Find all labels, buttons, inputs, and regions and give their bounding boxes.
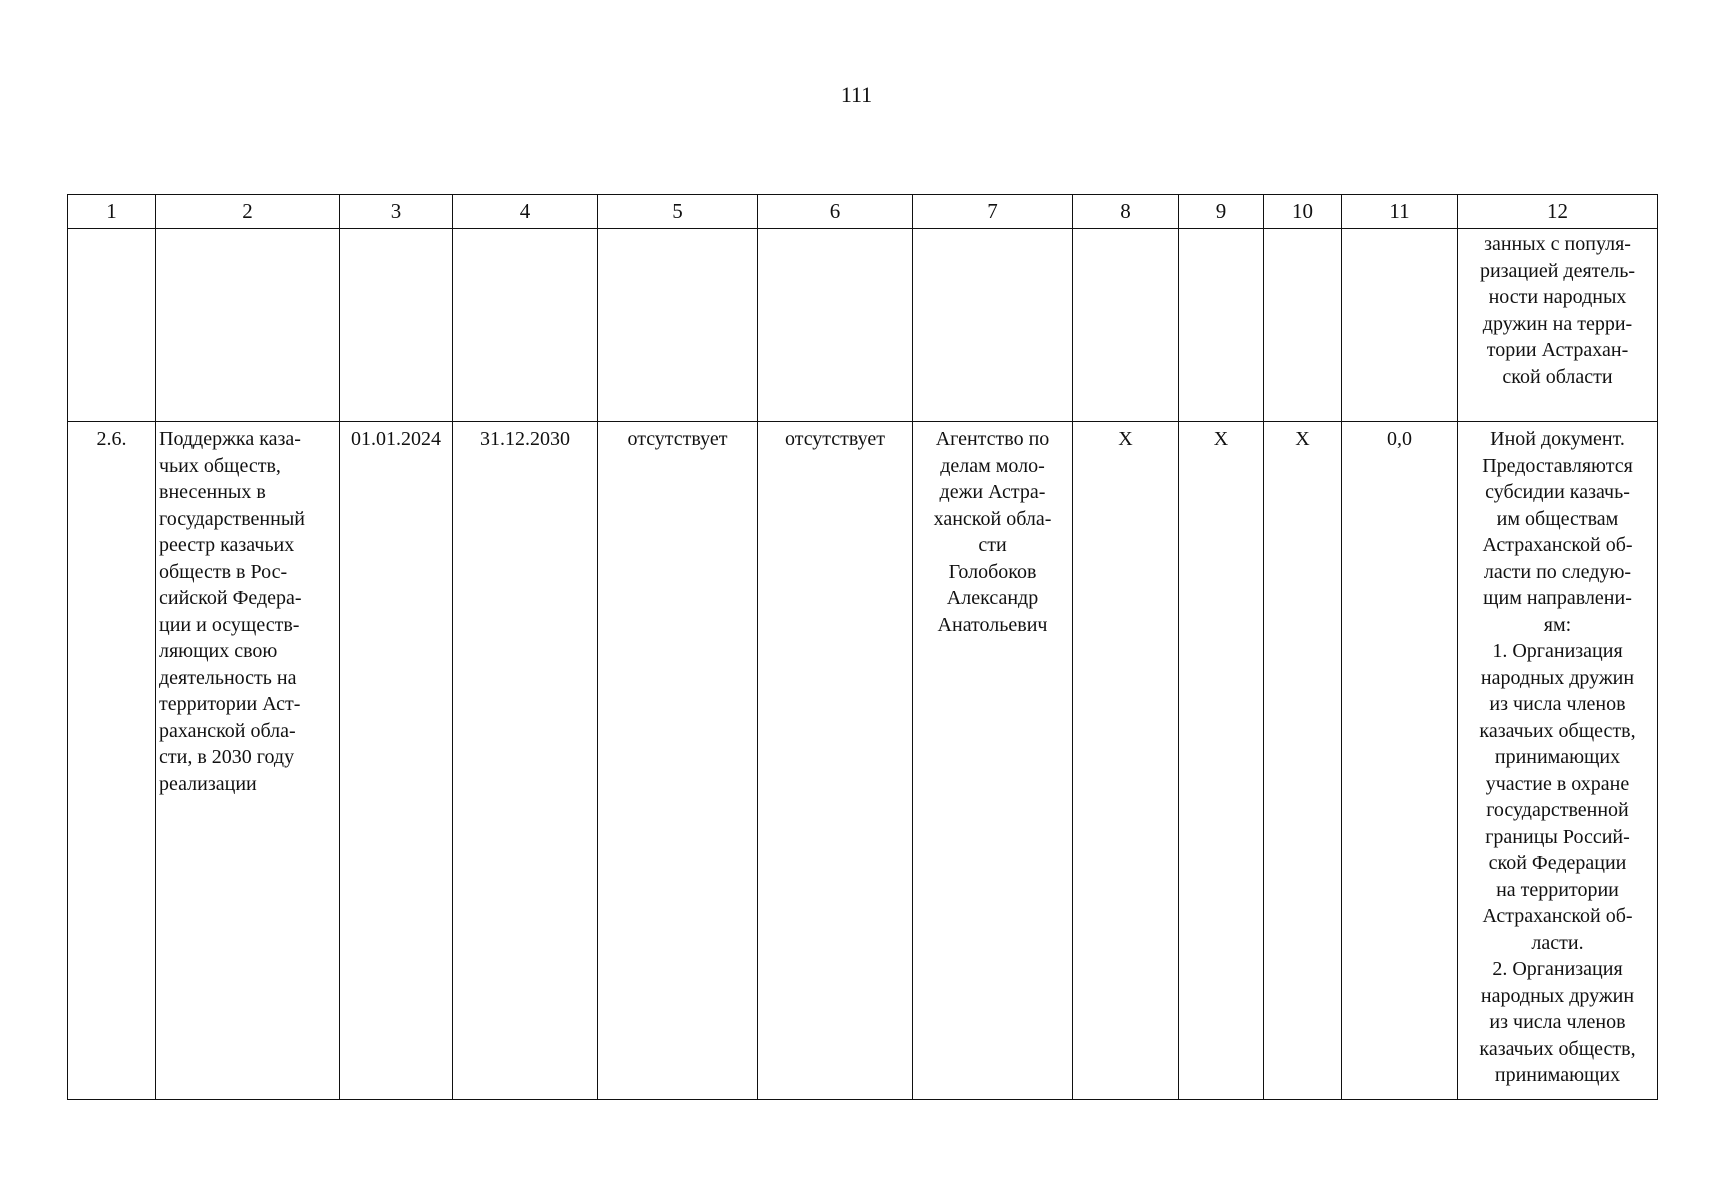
empty-cell [1073, 229, 1179, 422]
text-line: казачьих обществ, [1479, 1037, 1636, 1060]
header-cell: 7 [913, 195, 1073, 229]
text-line: реестр казачьих [159, 534, 295, 556]
text-line: народных дружин [1480, 666, 1635, 689]
empty-cell [758, 229, 913, 422]
text-line: Поддержка каза- [159, 428, 301, 450]
header-cell: 2 [156, 195, 340, 229]
continuation-text-cell [1458, 229, 1658, 422]
col10-cell [1264, 422, 1342, 1100]
text-line: им обществам [1496, 507, 1619, 530]
empty-cell [1264, 229, 1342, 422]
text-line: Анатольевич [937, 613, 1048, 636]
header-cell: 3 [340, 195, 453, 229]
event-name-cell [156, 422, 340, 1100]
empty-cell [340, 229, 453, 422]
empty-cell [156, 229, 340, 422]
col6-cell [758, 422, 913, 1100]
col5-cell [598, 422, 758, 1100]
text-line: ризацией деятель- [1479, 259, 1636, 282]
header-cell: 5 [598, 195, 758, 229]
text-line: реализации [159, 772, 257, 795]
text-line: Предоставляются [1482, 454, 1633, 477]
text-line: народных дружин [1480, 984, 1635, 1007]
text-line: Иной документ. [1490, 428, 1625, 450]
text-line: границы Россий- [1485, 825, 1630, 848]
text-line: деятельность на [159, 666, 297, 689]
header-cell: 11 [1342, 195, 1458, 229]
text-line: дружин на терри- [1482, 312, 1633, 335]
header-cell: 8 [1073, 195, 1179, 229]
text-line: ласти. [1531, 931, 1584, 954]
text-line: ности народных [1488, 286, 1627, 308]
text-line: Астраханской об- [1482, 905, 1633, 927]
text-line: занных с популя- [1484, 233, 1631, 255]
text-line: ской Федерации [1488, 852, 1627, 874]
col12-cell [1458, 422, 1658, 1100]
start-date-cell [340, 422, 453, 1100]
empty-cell [68, 229, 156, 422]
responsible-cell [913, 422, 1073, 1100]
row-number: 2.6. [96, 428, 127, 450]
text-line: субсидии казачь- [1485, 481, 1630, 503]
empty-cell [1342, 229, 1458, 422]
text-line: сийской Федера- [159, 587, 302, 609]
text-line: принимающих [1494, 1064, 1621, 1086]
col10-value: X [1295, 428, 1310, 450]
table-header-row [68, 195, 1658, 229]
col6-value: отсутствует [784, 428, 886, 450]
text-line: обществ в Рос- [159, 560, 288, 583]
text-line: участие в охране [1485, 772, 1630, 795]
text-line: 1. Организация [1492, 640, 1623, 662]
end-date: 31.12.2030 [480, 428, 570, 450]
col11-cell [1342, 422, 1458, 1100]
text-line: внесенных в [159, 481, 266, 503]
page-number: 111 [840, 82, 873, 107]
col9-value: X [1213, 428, 1229, 450]
empty-cell [1179, 229, 1264, 422]
text-line: Агентство по [935, 428, 1050, 450]
text-line: казачьих обществ, [1479, 719, 1636, 742]
empty-cell [913, 229, 1073, 422]
text-line: чьих обществ, [159, 454, 281, 477]
col8-value: X [1118, 428, 1133, 450]
col5-value: отсутствует [627, 428, 728, 450]
text-line: ханской обла- [933, 507, 1052, 530]
text-line: раханской обла- [159, 719, 296, 742]
col11-value: 0,0 [1387, 428, 1412, 450]
text-line: ям: [1543, 613, 1572, 636]
header-cell: 12 [1458, 195, 1658, 229]
text-line: на территории [1496, 878, 1619, 901]
program-table [67, 194, 1658, 1100]
header-cell: 10 [1264, 195, 1342, 229]
text-line: государственный [159, 507, 305, 530]
text-line: сти [978, 534, 1007, 556]
text-line: Александр [946, 587, 1039, 609]
empty-cell [598, 229, 758, 422]
start-date: 01.01.2024 [351, 428, 441, 450]
text-line: из числа членов [1489, 693, 1626, 715]
end-date-cell [453, 422, 598, 1100]
text-line: ской области [1502, 365, 1613, 388]
row-number-cell [68, 422, 156, 1100]
text-line: делам моло- [940, 454, 1045, 477]
table-row-continuation [68, 229, 1658, 422]
text-line: ции и осуществ- [159, 613, 300, 636]
text-line: ляющих свою [159, 640, 278, 662]
text-line: из числа членов [1489, 1011, 1626, 1033]
text-line: государственной [1486, 799, 1629, 821]
text-line: Астраханской об- [1482, 534, 1633, 556]
header-cell: 9 [1179, 195, 1264, 229]
text-line: Голобоков [948, 560, 1037, 583]
text-line: тории Астрахан- [1486, 339, 1629, 361]
header-cell: 6 [758, 195, 913, 229]
col9-cell [1179, 422, 1264, 1100]
header-cell: 1 [68, 195, 156, 229]
text-line: принимающих [1494, 746, 1621, 768]
table-row-2-6 [68, 422, 1658, 1100]
text-line: дежи Астра- [939, 481, 1046, 503]
text-line: территории Аст- [159, 693, 301, 715]
header-cell: 4 [453, 195, 598, 229]
text-line: ласти по следую- [1483, 560, 1632, 583]
text-line: 2. Организация [1492, 958, 1623, 980]
text-line: щим направлени- [1483, 587, 1632, 609]
empty-cell [453, 229, 598, 422]
col8-cell [1073, 422, 1179, 1100]
text-line: сти, в 2030 году [159, 746, 295, 768]
